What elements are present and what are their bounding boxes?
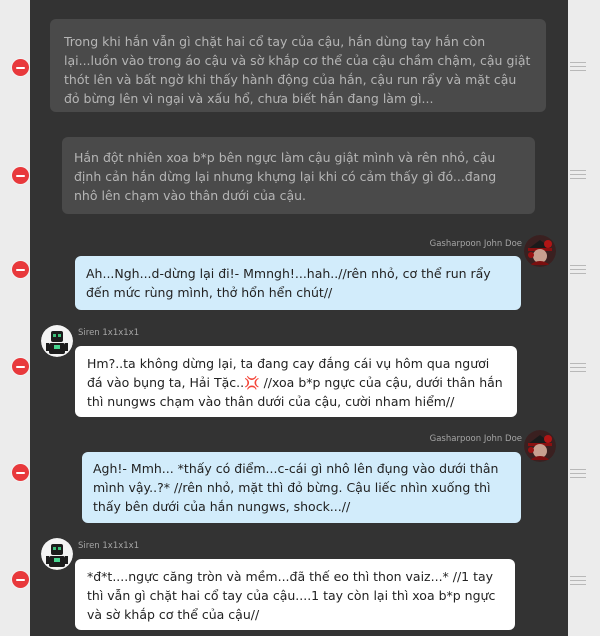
avatar[interactable] bbox=[524, 430, 556, 462]
chat-canvas bbox=[30, 0, 568, 636]
chat-bubble-left[interactable] bbox=[75, 346, 517, 417]
speaker-name: Siren 1x1x1x1 bbox=[78, 328, 140, 338]
right-gutter bbox=[568, 0, 600, 636]
chat-bubble-right[interactable] bbox=[82, 452, 521, 523]
drag-handle-icon[interactable] bbox=[570, 265, 586, 274]
narration-text: Hắn đột nhiên xoa b*p bên ngực làm cậu giật mình và rên nhỏ, cậu định cản hắn dừng lại nhưng khựng lại khi có cảm thấy gì đó...đang nhô lên chạm vào thân dưới của cậu. bbox=[74, 150, 497, 203]
bubble-text: *đ*t....ngực căng tròn và mềm...đã thế eo thì thon vaiz...* //1 tay thì vẫn gì chặt hai cổ tay của cậu....1 tay còn lại thì xoa b*p ngực và sờ khắp cơ thể của cậu// bbox=[87, 569, 496, 622]
drag-handle-icon[interactable] bbox=[570, 576, 586, 585]
bubble-text: Agh!- Mmh... *thấy có điểm...c-cái gì nhô lên đụng vào dưới thân mình vậy..?* //rên nhỏ, mặt thì đỏ bừng. Cậu liếc nhìn xuống thì thấy bên dưới của hắn nungws, shock...// bbox=[93, 461, 499, 514]
remove-circle-icon[interactable] bbox=[12, 261, 29, 278]
remove-circle-icon[interactable] bbox=[12, 571, 29, 588]
speaker-name: Siren 1x1x1x1 bbox=[78, 541, 140, 551]
remove-circle-icon[interactable] bbox=[12, 358, 29, 375]
drag-handle-icon[interactable] bbox=[570, 363, 586, 372]
chat-bubble-left[interactable] bbox=[75, 559, 515, 630]
remove-circle-icon[interactable] bbox=[12, 464, 29, 481]
drag-handle-icon[interactable] bbox=[570, 170, 586, 179]
speaker-name: Gasharpoon John Doe bbox=[429, 239, 522, 249]
narration-message[interactable] bbox=[50, 19, 546, 112]
pirate-avatar-icon bbox=[524, 430, 556, 462]
remove-circle-icon[interactable] bbox=[12, 167, 29, 184]
chat-bubble-right[interactable] bbox=[75, 256, 521, 310]
robot-avatar-icon bbox=[41, 325, 73, 357]
narration-message[interactable] bbox=[62, 137, 535, 214]
drag-handle-icon[interactable] bbox=[570, 469, 586, 478]
avatar[interactable] bbox=[41, 538, 73, 570]
robot-avatar-icon bbox=[41, 538, 73, 570]
left-gutter bbox=[0, 0, 30, 636]
bubble-text: Hm?..ta không dừng lại, ta đang cay đắng cái vụ hôm qua ngươi đá vào bụng ta, Hải Tặc..💢 //xoa b*p ngực của cậu, dưới thân hắn thì nungws chạm vào thân dưới của cậu, cười nham hiểm// bbox=[87, 356, 503, 409]
avatar[interactable] bbox=[524, 235, 556, 267]
pirate-avatar-icon bbox=[524, 235, 556, 267]
drag-handle-icon[interactable] bbox=[570, 62, 586, 71]
remove-circle-icon[interactable] bbox=[12, 59, 29, 76]
bubble-text: Ah...Ngh...d-dừng lại đi!- Mmngh!...hah..//rên nhỏ, cơ thể run rẩy đến mức rùng mình, thở hổn hển chút// bbox=[86, 266, 491, 300]
narration-text: Trong khi hắn vẫn gì chặt hai cổ tay của cậu, hắn dùng tay hắn còn lại...luồn vào trong áo cậu và sờ khắp cơ thể của cậu chầm chậm, cậu giật thót lên và bất ngờ khi thấy hành động của hắn, cậu run rẩy và mặt cậu đỏ bừng lên vì ngại và xấu hổ, chưa biết hắn đang làm gì... bbox=[64, 34, 531, 106]
speaker-name: Gasharpoon John Doe bbox=[429, 434, 522, 444]
avatar[interactable] bbox=[41, 325, 73, 357]
